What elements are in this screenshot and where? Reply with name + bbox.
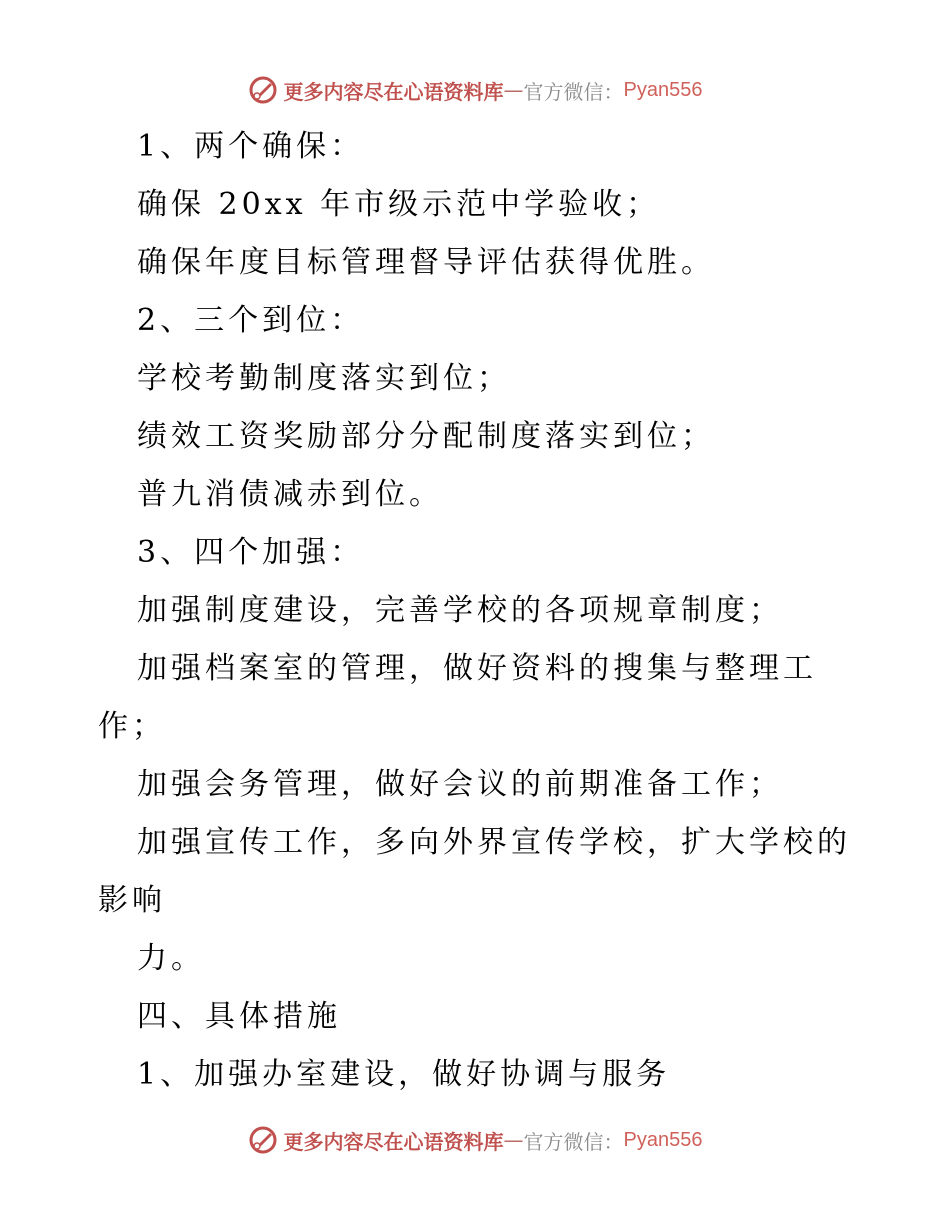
banner-wechat-id: Pyan556 [623, 78, 703, 101]
heading-two-guarantees: 1、两个确保： [137, 129, 365, 164]
heading-four-strengthen: 3、四个加强： [137, 535, 365, 570]
paragraph-line-continued: 影响 [98, 883, 166, 918]
quill-pen-logo-icon [248, 75, 278, 105]
footer-watermark-banner [0, 1120, 950, 1160]
paragraph-line: 加强宣传工作，多向外界宣传学校，扩大学校的 [137, 825, 851, 860]
banner-wechat-id: Pyan556 [623, 1128, 703, 1151]
heading-three-in-place: 2、三个到位： [137, 303, 365, 338]
paragraph-line: 加强档案室的管理，做好资料的搜集与整理工 [137, 651, 817, 686]
banner-wechat-label: 官方微信： [523, 1129, 624, 1154]
banner-separator: — [503, 78, 524, 102]
heading-specific-measures: 四、具体措施 [137, 999, 341, 1034]
paragraph-line: 确保年度目标管理督导评估获得优胜。 [137, 245, 715, 280]
subheading-office-building: 1、加强办室建设，做好协调与服务 [137, 1057, 671, 1092]
banner-wechat-label: 官方微信： [523, 79, 624, 104]
paragraph-line: 力。 [137, 941, 205, 976]
paragraph-line: 确保 20xx 年市级示范中学验收； [137, 187, 661, 222]
header-watermark-banner [0, 70, 950, 110]
paragraph-line-continued: 作； [98, 709, 166, 744]
paragraph-line: 加强会务管理，做好会议的前期准备工作； [137, 767, 783, 802]
paragraph-line: 普九消债减赤到位。 [137, 477, 443, 512]
banner-separator: — [503, 1128, 524, 1152]
quill-pen-logo-icon [248, 1125, 278, 1155]
banner-main-text: 更多内容尽在心语资料库 [283, 79, 504, 104]
paragraph-line: 学校考勤制度落实到位； [137, 361, 511, 396]
paragraph-line: 加强制度建设，完善学校的各项规章制度； [137, 593, 783, 628]
banner-main-text: 更多内容尽在心语资料库 [283, 1129, 504, 1154]
paragraph-line: 绩效工资奖励部分分配制度落实到位； [137, 419, 715, 454]
